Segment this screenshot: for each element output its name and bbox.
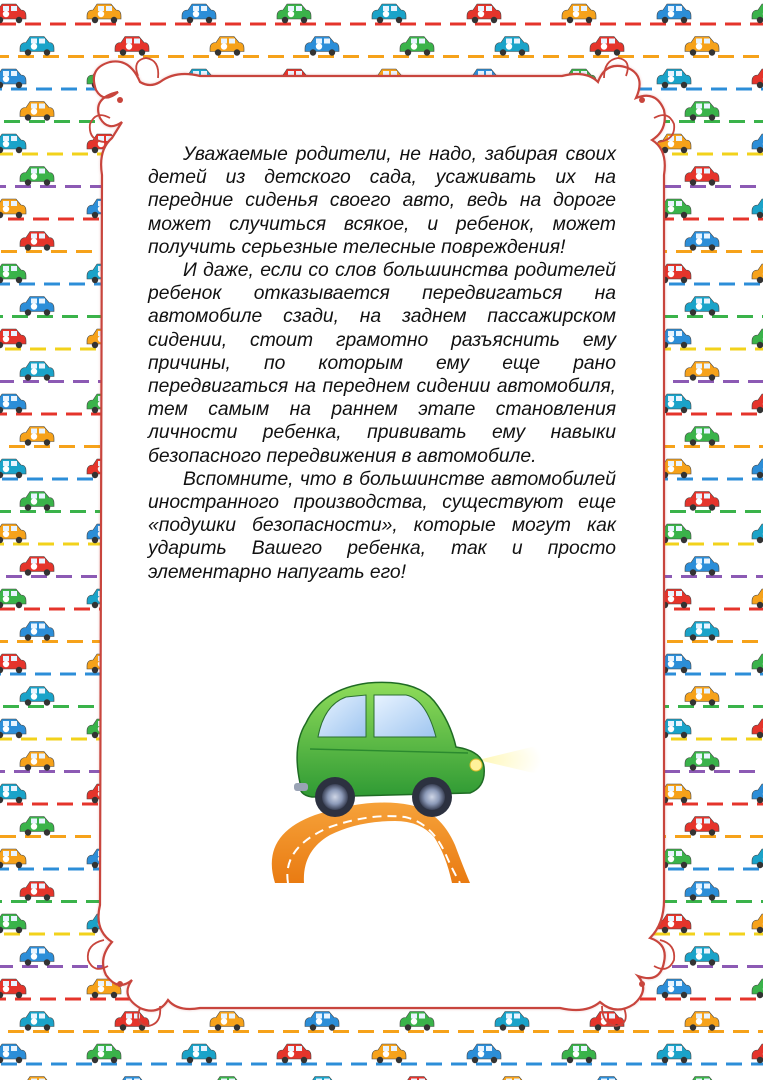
- main-text: [148, 143, 616, 584]
- paragraph-3: Вспомните, что в большинстве автомобилей иностранного производства, существуют еще «подушки безопасности», которые могут как ударить Вашего ребенка, так и просто элементарно напугать его!: [148, 468, 616, 583]
- paragraph-2: И даже, если со слов большинства родителей ребенок отказывается передвигаться на автомобиле сзади, на заднем пассажирском сидении, стоит грамотно разъяснить ему причины, по которым ему еще рано передвигаться на переднем сидении автомобиля, тем самым на раннем этапе становления личности ребенка, прививать ему навыки безопасного передвижения в автомобиле.: [148, 260, 616, 467]
- green-car: [294, 682, 484, 817]
- car-on-road-illustration: [220, 665, 550, 885]
- paragraph-1: Уважаемые родители, не надо, забирая своих детей из детского сада, усаживать их на передние сиденья своего авто, ведь на дороге может случиться всякое, и ребенок, может получить серьезные телесные повреждения!: [148, 144, 616, 258]
- headlight-beam: [478, 745, 542, 775]
